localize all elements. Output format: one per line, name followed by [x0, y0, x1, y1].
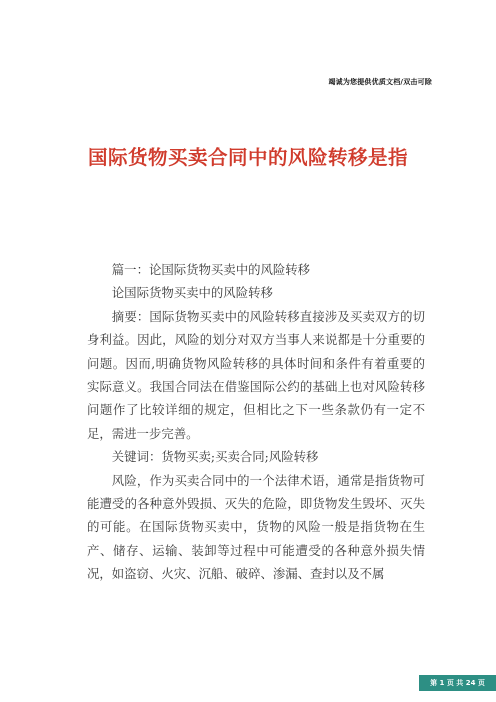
paragraph-body: 风险，作为买卖合同中的一个法律术语，通常是指货物可能遭受的各种意外毁损、灭失的危险，即货物发生毁坏、灭失的可能。在国际货物买卖中，货物的风险一般是指货物在生产、储存、运输、装卸等过程中可能遭受的各种意外损失情况，如盗窃、火灾、沉船、破碎、渗漏、查封以及不属: [87, 472, 425, 582]
document-body: [87, 258, 425, 586]
paragraph-article-title: 论国际货物买卖中的风险转移: [111, 285, 273, 301]
paragraph-section-heading: 篇一：论国际货物买卖中的风险转移: [111, 262, 311, 277]
document-title: 国际货物买卖合同中的风险转移是指: [87, 146, 408, 169]
header-note: 竭诚为您提供优质文档/双击可除: [328, 78, 432, 86]
page-indicator-badge: 第 1 页 共 24 页: [419, 675, 496, 691]
paragraph-keywords: 关键词：货物买卖;买卖合同;风险转移: [111, 449, 319, 465]
paragraph-abstract: 摘要：国际货物买卖中的风险转移直接涉及买卖双方的切身利益。因此，风险的划分对双方当事人来说都是十分重要的问题。因而,明确货物风险转移的具体时间和条件有着重要的实际意义。我国合同法在借鉴国际公约的基础上也对风险转移问题作了比较详细的规定，但相比之下一些条款仍有一定不足，需进一步完善。: [87, 308, 425, 441]
